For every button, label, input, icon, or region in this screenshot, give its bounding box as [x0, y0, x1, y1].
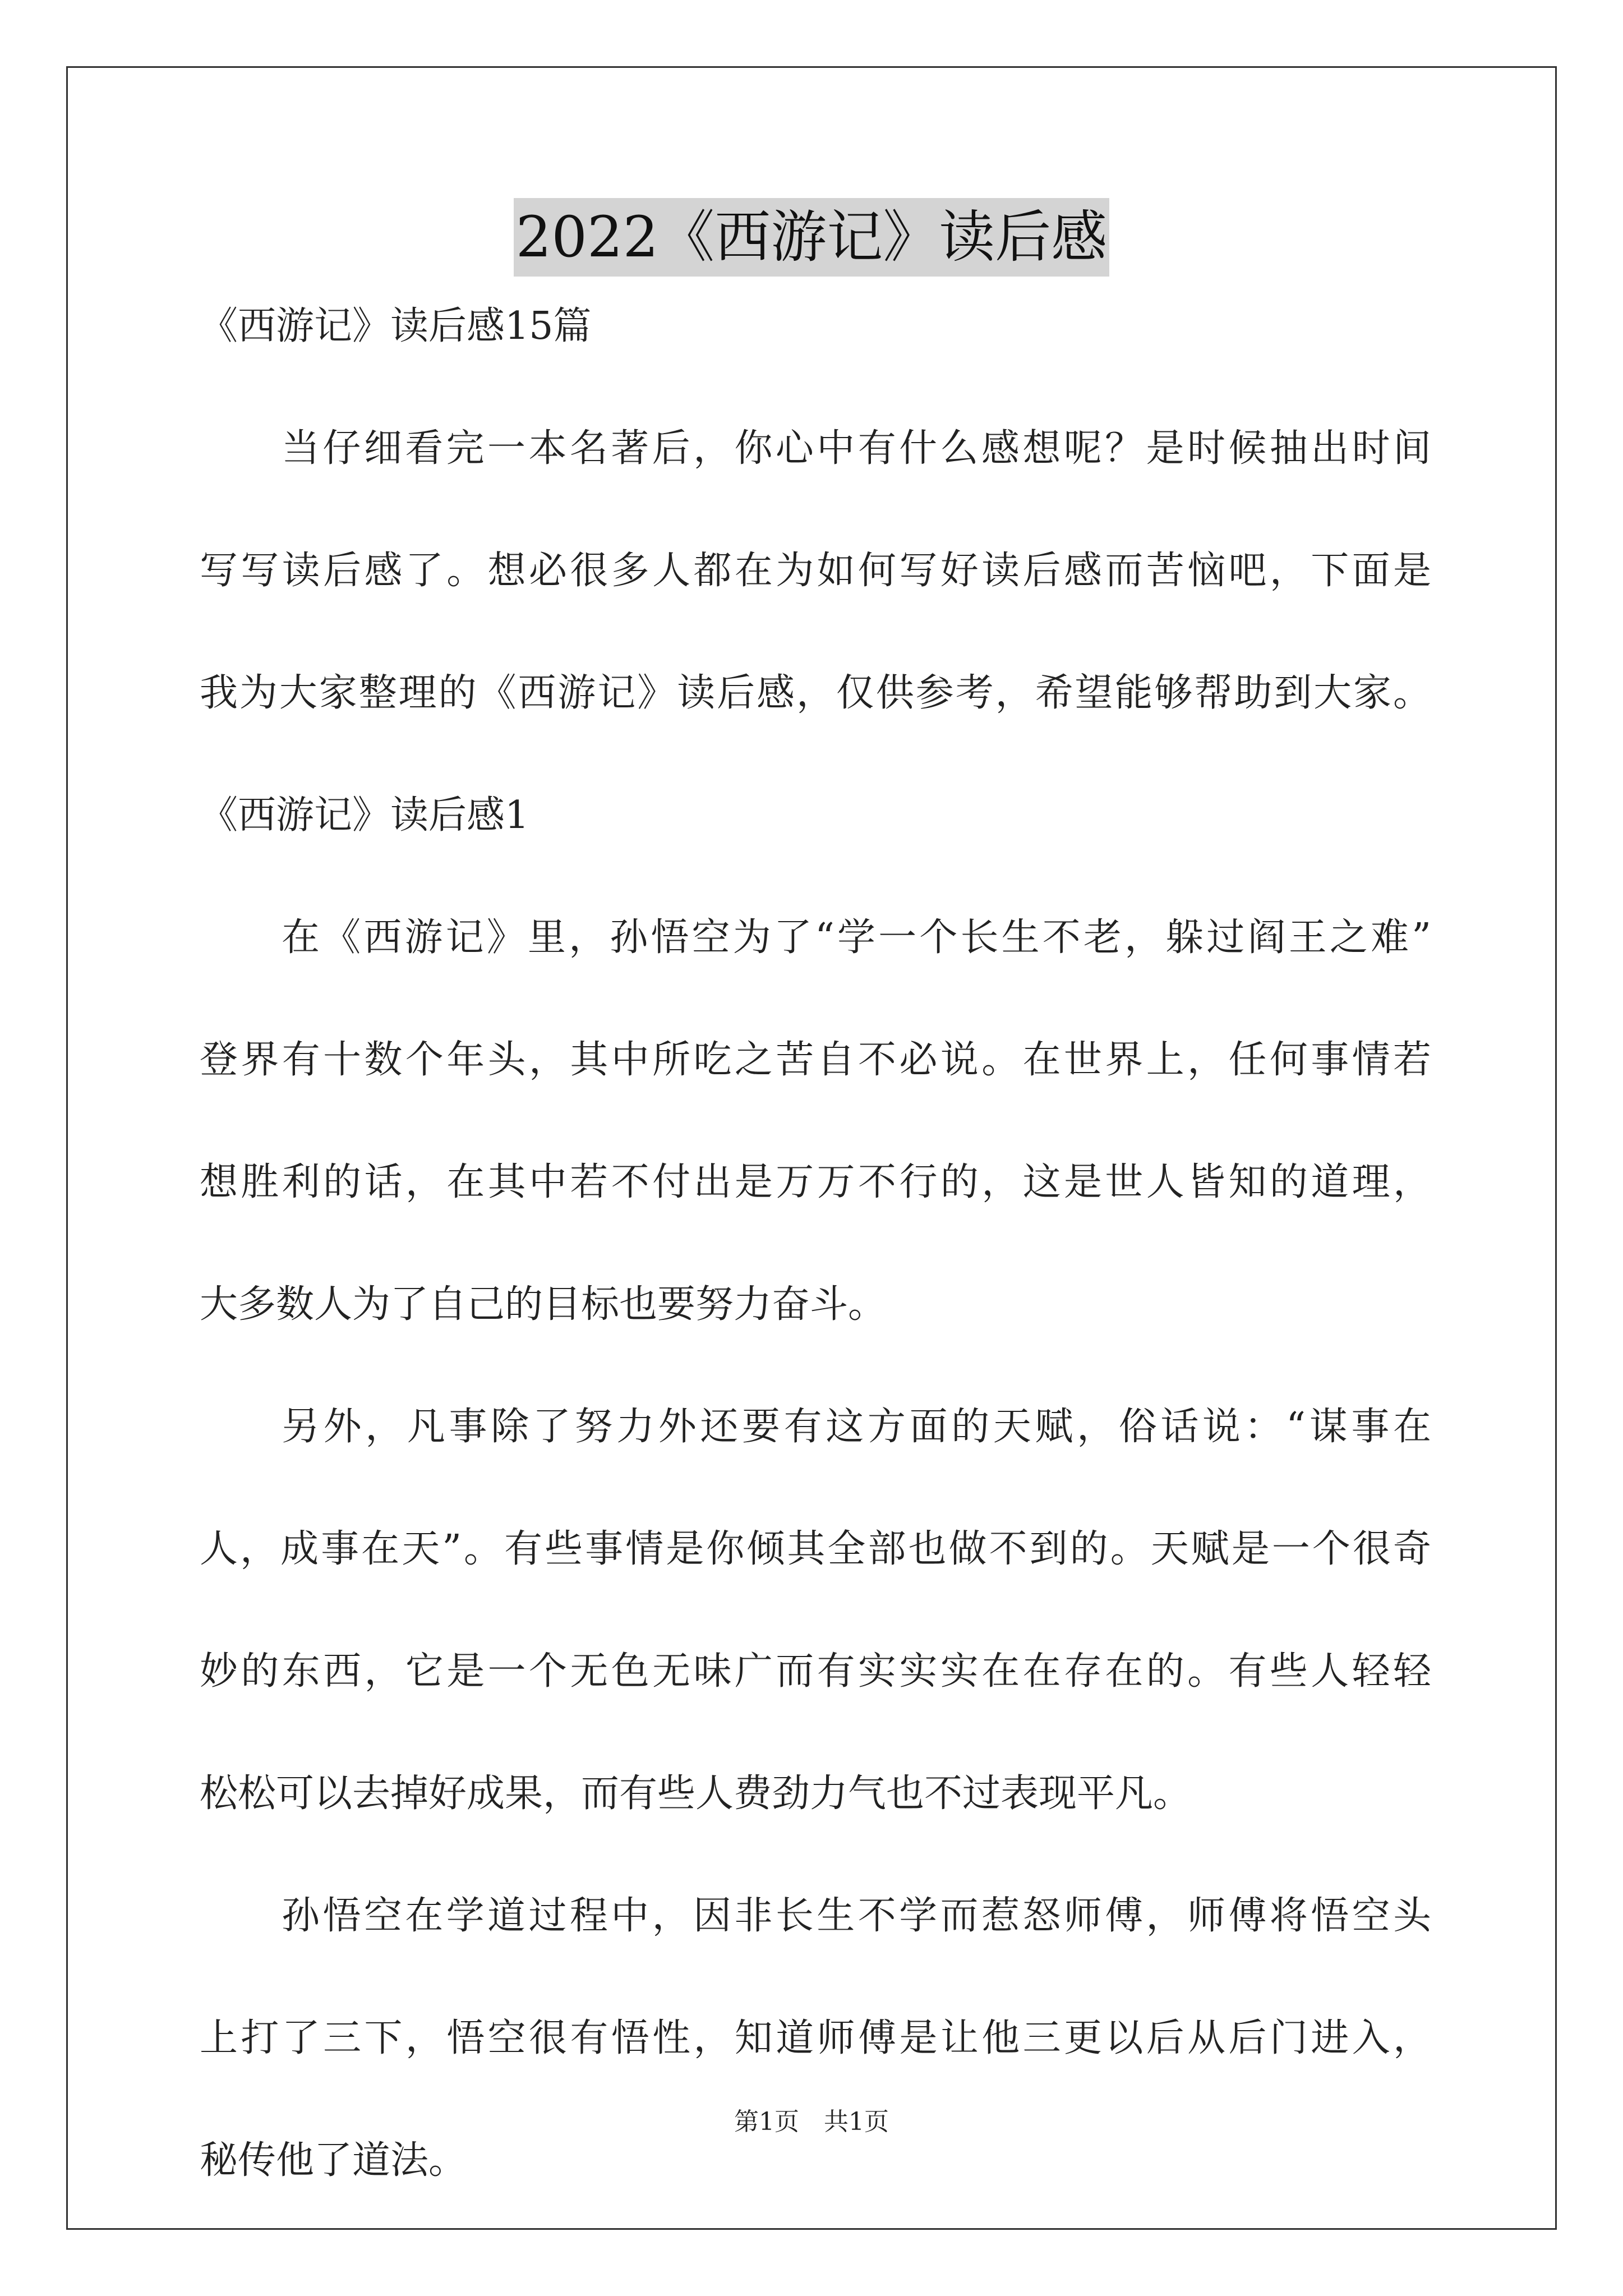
section-heading: 《西游记》读后感1	[200, 793, 529, 838]
paragraph-line: 在《西游记》里，孙悟空为了“学一个长生不老，躲过阎王之难”	[282, 915, 1431, 960]
document-body	[200, 306, 1431, 2262]
subtitle-line: 《西游记》读后感15篇	[200, 304, 592, 348]
paragraph-line: 孙悟空在学道过程中，因非长生不学而惹怒师傅，师傅将悟空头	[282, 1894, 1431, 1938]
paragraph-line: 秘传他了道法。	[200, 2138, 467, 2183]
page-number-footer: 第1页 共1页	[734, 2108, 889, 2136]
paragraph-line: 当仔细看完一本名著后，你心中有什么感想呢？是时候抽出时间	[282, 426, 1431, 471]
paragraph-line: 上打了三下，悟空很有悟性，知道师傅是让他三更以后从后门进入，	[200, 2016, 1431, 2060]
paragraph-line: 我为大家整理的《西游记》读后感，仅供参考，希望能够帮助到大家。	[200, 671, 1431, 715]
paragraph-line: 松松可以去掉好成果，而有些人费劲力气也不过表现平凡。	[200, 1772, 1192, 1816]
paragraph-line: 另外，凡事除了努力外还要有这方面的天赋，俗话说：“谋事在	[282, 1405, 1431, 1449]
paragraph-line: 写写读后感了。想必很多人都在为如何写好读后感而苦恼吧，下面是	[200, 549, 1431, 593]
paragraph-line: 登界有十数个年头，其中所吃之苦自不必说。在世界上，任何事情若	[200, 1038, 1431, 1082]
paragraph-line: 人，成事在天”。有些事情是你倾其全部也做不到的。天赋是一个很奇	[200, 1527, 1431, 1571]
paragraph-line: 大多数人为了自己的目标也要努力奋斗。	[200, 1282, 887, 1327]
paragraph-line: 想胜利的话，在其中若不付出是万万不行的，这是世人皆知的道理，	[200, 1160, 1431, 1204]
document-title: 2022《西游记》读后感	[514, 198, 1110, 277]
paragraph-line: 妙的东西，它是一个无色无味广而有实实实在在存在的。有些人轻轻	[200, 1649, 1431, 1694]
title-container	[0, 198, 1623, 277]
